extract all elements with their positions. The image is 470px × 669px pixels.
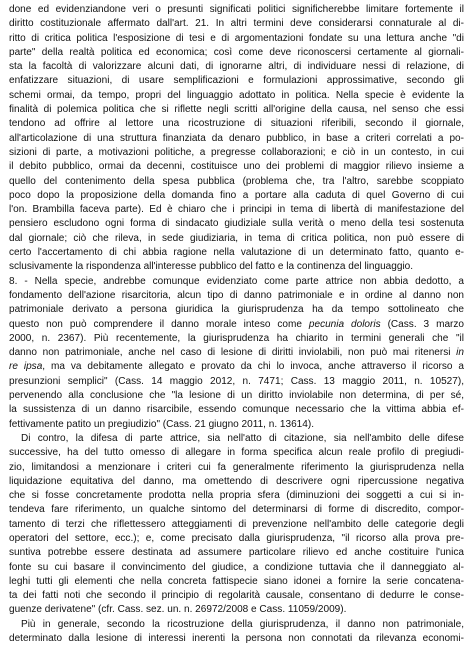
- text-line: [9, 17, 464, 31]
- text-run: guenze derivatene" (cfr. Cass. sez. un. n. 26972/2008 e Cass. 11059/2009).: [9, 604, 347, 616]
- text-line: [9, 575, 464, 589]
- text-run: certo l'accertamento di chi abbia ragione nella valutazione di un determinato fatto, quanto e-: [9, 247, 464, 259]
- text-line: [9, 203, 464, 217]
- text-run: diritto costituzionale affermato dall'art. 21. In altri termini deve considerarsi connaturale al di-: [9, 18, 464, 30]
- italic-text-run: pecunia doloris: [308, 318, 381, 330]
- text-line: [9, 60, 464, 74]
- text-run: pervenendo alla conclusione che "la lesione di un diritto inviolabile non determina, di per sé,: [9, 390, 464, 402]
- text-line: [9, 318, 464, 332]
- text-run: zio, limitandosi a menzionare i criteri cui fa generalmente riferimento la giurisprudenza nella: [9, 461, 464, 473]
- text-run: tendono ad offrire al lettore una ricostruzione di situazioni riferibili, secondo il giornale,: [9, 118, 464, 130]
- text-run: parte" della realtà politica ed economica; così come deve riconoscersi certamente al giornali-: [9, 46, 464, 58]
- text-run: tendeva fare riferimento, un qualche sintomo del determinarsi di forme di discredito, compor-: [9, 504, 464, 516]
- text-run: ta dei fatti noti che secondo il principio di regolarità causale, consentano di dedurre le conse-: [9, 590, 464, 602]
- text-line: [9, 432, 464, 446]
- text-run: suntiva potrebbe essere destinata ad assumere particolare rilievo ed anche costituire l'unica: [9, 547, 464, 559]
- text-line: [9, 603, 464, 617]
- text-line: [9, 546, 464, 560]
- text-line: [9, 3, 464, 17]
- text-line: [9, 446, 464, 460]
- text-run: all'articolazione di una struttura finanziata da denaro pubblico, in base a criteri correlati a po-: [9, 132, 464, 144]
- text-line: [9, 89, 464, 103]
- text-run: Più in generale, secondo la ricostruzione della giurisprudenza, il danno non patrimoniale,: [21, 618, 464, 630]
- text-line: [9, 217, 464, 231]
- text-line: [9, 360, 464, 374]
- text-run: danno non patrimoniale, anche nel caso di lesione di diritti inviolabili, non può mai ritenersi: [9, 347, 457, 359]
- text-run: sta la facoltà di valorizzare alcuni dati, di ignorarne altri, di individuare nessi di relazione, di: [9, 61, 464, 73]
- text-line: [9, 103, 464, 117]
- text-line: [9, 532, 464, 546]
- text-line: [9, 160, 464, 174]
- text-line: [9, 246, 464, 260]
- text-line: [9, 489, 464, 503]
- text-run: fondamento dell'azione risarcitoria, alcun tipo di danno patrimoniale e in ordine al danno non: [9, 289, 464, 301]
- text-line: [9, 461, 464, 475]
- text-run: pensiero escludono ogni forma di sindacato giudiziale sulla verità o meno della tesi sostenuta: [9, 218, 464, 230]
- text-line: [9, 403, 464, 417]
- text-run: poco dopo la proposizione della domanda fino a portare alla caduta di quel Governo di cui: [9, 189, 464, 201]
- text-line: [9, 618, 464, 632]
- text-run: schemi ormai, da tempo, propri del linguaggio adottato in politica. Nella specie è evidente la: [9, 89, 464, 101]
- text-run: done ed evidenziandone veri o presunti significati politici significherebbe limitare fortemente il: [9, 4, 464, 15]
- text-run: presunzioni semplici" (Cass. 14 maggio 2012, n. 7471; Cass. 13 maggio 2011, n. 10527),: [9, 375, 464, 387]
- text-run: (Cass. 3 marzo: [380, 318, 464, 330]
- text-line: [9, 589, 464, 603]
- text-run: leghi tutti gli elementi che nella concreta fattispecie siano idonei a fornire la serie concatena-: [9, 575, 464, 587]
- paragraph: [9, 3, 464, 275]
- text-run: determinato dalla lesione di interessi inerenti la persona non connotati da rilevanza economi-: [9, 633, 464, 645]
- text-line: [9, 346, 464, 360]
- text-run: 2000, n. 2367). Più recentemente, la giurisprudenza ha chiarito in termini generali che "il: [9, 332, 464, 344]
- text-run: fonte su cui basare il convincimento del giudice, a condizione tuttavia che il danneggiato al-: [9, 561, 464, 573]
- text-line: [9, 260, 464, 274]
- text-line: [9, 117, 464, 131]
- text-run: , ma va debitamente allegato e provato da chi lo invoca, anche attraverso il ricorso a: [42, 361, 464, 373]
- text-run: l'on. Brambilla faceva parte). Ed è chiaro che i principi in tema di libertà di manifestazione del: [9, 204, 464, 216]
- text-run: Di contro, la difesa di parte attrice, sia nell'atto di citazione, sia nell'ambito delle difese: [21, 432, 464, 444]
- text-line: [9, 189, 464, 203]
- text-run: che si fosse concretamente prodotta nella propria sfera (diminuzioni dei soggetti a cui si in-: [9, 490, 464, 502]
- text-line: [9, 375, 464, 389]
- text-run: questo non può comprendere il danno morale inteso come: [9, 318, 309, 330]
- text-line: [9, 418, 464, 432]
- text-line: [9, 146, 464, 160]
- text-run: successive, ha del tutto omesso di allegare in forma specifica alcun reale profilo di pregiudi-: [9, 447, 464, 459]
- text-run: sclusivamente la rispondenza all'interesse pubblico del fatto e la continenza del linguaggio.: [9, 261, 414, 273]
- paragraph: [9, 432, 464, 618]
- text-run: liquidazione equitativa del danno, ma omettendo di descrivere ogni ripercussione negativa: [9, 475, 464, 487]
- text-run: finalità di polemica politica che si riflette negli scritti all'origine della causa, nel senso che essi: [9, 104, 464, 116]
- text-run: fettivamente patito un pregiudizio" (Cass. 21 giugno 2011, n. 13614).: [9, 418, 314, 430]
- text-line: [9, 389, 464, 403]
- text-run: dal giornale; ciò che rileva, in sede giudiziaria, in tema di critica politica, non può essere di: [9, 232, 464, 244]
- text-run: 8. - Nella specie, andrebbe comunque evidenziato come parte attrice non abbia dedotto, a: [9, 275, 464, 287]
- text-run: tamento di terzi che riflettessero atteggiamenti di prevenzione nell'ambito delle categorie degli: [9, 518, 464, 530]
- text-run: sizioni di parte, a motivazioni politiche, a pregresse collaborazioni; e ciò in un contesto, in cui: [9, 146, 464, 158]
- text-run: operatori del settore, ecc.); e, come precisato dalla giurisprudenza, "il ricorso alla prova pre-: [9, 532, 464, 544]
- text-line: [9, 74, 464, 88]
- text-line: [9, 561, 464, 575]
- text-line: [9, 232, 464, 246]
- text-run: ritto di critica politica l'esposizione di tesi e di argomentazioni fondate su una lettura anche "di: [9, 32, 464, 44]
- text-run: quello del contenimento della spesa pubblica (problema che, tra l'altro, sarebbe scoppiato: [9, 175, 464, 187]
- paragraph: [9, 618, 464, 647]
- text-line: [9, 289, 464, 303]
- text-run: la sussistenza di un danno risarcibile, essendo comunque necessario che la vittima abbia ef-: [9, 404, 464, 416]
- text-line: [9, 303, 464, 317]
- text-line: [9, 275, 464, 289]
- text-run: il debito pubblico, ormai da decenni, costituisce uno dei problemi di maggior rilievo insieme a: [9, 161, 464, 173]
- italic-text-run: in: [456, 347, 464, 359]
- text-line: [9, 518, 464, 532]
- paragraph: [9, 275, 464, 432]
- text-run: patrimoniale derivato a persona giuridica la giurisprudenza ha da tempo sottolineato che: [9, 304, 464, 316]
- text-run: enfatizzare situazioni, di usare semplificazioni e formulazioni approssimative, secondo gli: [9, 75, 464, 87]
- text-line: [9, 132, 464, 146]
- text-line: [9, 332, 464, 346]
- text-line: [9, 503, 464, 517]
- text-line: [9, 46, 464, 60]
- italic-text-run: re ipsa: [9, 361, 43, 373]
- text-line: [9, 32, 464, 46]
- text-line: [9, 175, 464, 189]
- text-line: [9, 632, 464, 646]
- text-line: [9, 475, 464, 489]
